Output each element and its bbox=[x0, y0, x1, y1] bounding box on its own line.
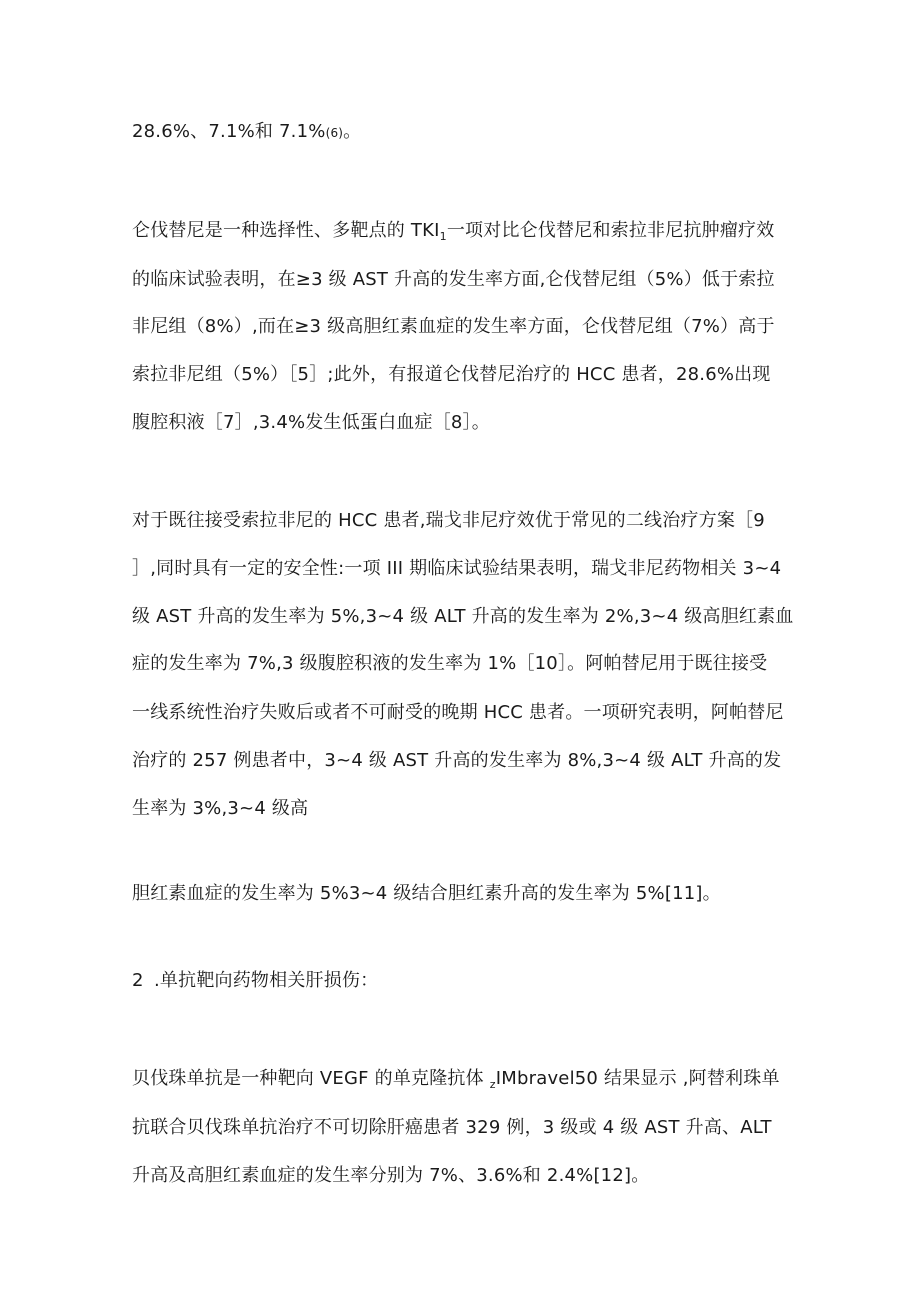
heading-number: 2 bbox=[132, 970, 144, 991]
text-line: 胆红素血症的发生率为 5%3~4 级结合胆红素升高的发生率为 5%[11]。 bbox=[132, 883, 721, 904]
text-line: 的临床试验表明，在≥3 级 AST 升高的发生率方面,仑伐替尼组（5%）低于索拉 bbox=[132, 269, 775, 290]
text-fragment: 仑伐替尼是一种选择性、多靶点的 TKI bbox=[132, 220, 440, 241]
text-line: 非尼组（8%）,而在≥3 级高胆红素血症的发生率方面，仑伐替尼组（7%）高于 bbox=[132, 316, 775, 337]
text-fragment: 贝伐珠单抗是一种靶向 VEGF 的单克隆抗体 bbox=[132, 1068, 490, 1089]
subscript: z bbox=[489, 1078, 496, 1091]
text-line bbox=[132, 120, 361, 145]
text-line: 抗联合贝伐珠单抗治疗不可切除肝癌患者 329 例，3 级或 4 级 AST 升高、ALT bbox=[132, 1117, 772, 1138]
text-fragment: IMbravel50 结果显示 ,阿替利珠单 bbox=[495, 1068, 780, 1089]
text-line: 级 AST 升高的发生率为 5%,3~4 级 ALT 升高的发生率为 2%,3~4 级高胆红素血 bbox=[132, 606, 794, 627]
text-line: 腹腔积液［7］,3.4%发生低蛋白血症［8］。 bbox=[132, 412, 490, 433]
text-line bbox=[132, 1067, 780, 1097]
text-line: 对于既往接受索拉非尼的 HCC 患者,瑞戈非尼疗效优于常见的二线治疗方案［9 bbox=[132, 510, 765, 531]
text-line: 索拉非尼组（5%）［5］;此外，有报道仑伐替尼治疗的 HCC 患者，28.6%出现 bbox=[132, 364, 771, 385]
text-line: 治疗的 257 例患者中，3~4 级 AST 升高的发生率为 8%,3~4 级 ALT 升高的发 bbox=[132, 750, 782, 771]
text-line bbox=[132, 219, 774, 249]
text-line: 症的发生率为 7%,3 级腹腔积液的发生率为 1%［10］。阿帕替尼用于既往接受 bbox=[132, 653, 768, 674]
text-fragment: 一项对比仑伐替尼和索拉非尼抗肿瘤疗效 bbox=[446, 220, 775, 241]
text-fragment: 。 bbox=[343, 121, 362, 142]
subscript: 1 bbox=[439, 230, 447, 243]
text-fragment: 28.6%、7.1%和 7.1% bbox=[132, 121, 326, 142]
section-heading bbox=[132, 969, 378, 993]
text-line: 一线系统性治疗失败后或者不可耐受的晚期 HCC 患者。一项研究表明，阿帕替尼 bbox=[132, 702, 784, 723]
heading-text: .单抗靶向药物相关肝损伤： bbox=[154, 970, 379, 991]
text-line: 生率为 3%,3~4 级高 bbox=[132, 798, 309, 819]
text-line: ］,同时具有一定的安全性:一项 III 期临床试验结果表明，瑞戈非尼药物相关 3~4 bbox=[132, 558, 782, 579]
text-line: 升高及高胆红素血症的发生率分别为 7%、3.6%和 2.4%[12]。 bbox=[132, 1165, 650, 1186]
citation-ref: (6) bbox=[325, 126, 344, 140]
